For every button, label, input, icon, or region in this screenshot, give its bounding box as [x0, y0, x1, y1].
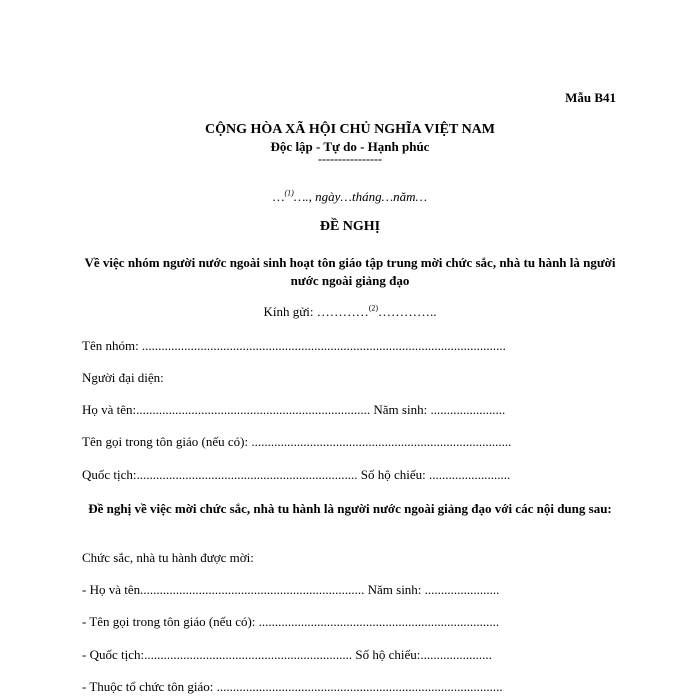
representative-nationality-field: Quốc tịch:.................................................................... Số hộ chiếu: ......................... [82, 467, 511, 482]
date-footnote-marker: (1) [284, 188, 294, 198]
date-line-prefix: … [272, 189, 285, 204]
national-motto: Độc lập - Tự do - Hạnh phúc [270, 139, 430, 154]
recipient-line [0, 304, 700, 320]
date-line [0, 189, 700, 205]
document-subject: Về việc nhóm người nước ngoài sinh hoạt tôn giáo tập trung mời chức sắc, nhà tu hành là người nước ngoài giảng đạo [84, 255, 616, 288]
recipient-footnote-marker: (2) [368, 303, 379, 313]
invited-heading: Chức sắc, nhà tu hành được mời: [82, 550, 254, 565]
form-code: Mẫu B41 [565, 90, 616, 105]
document-title: ĐỀ NGHỊ [319, 219, 381, 234]
invited-religious-name-field: - Tên gọi trong tôn giáo (nếu có): .......................................................................... [82, 614, 500, 629]
date-line-suffix: …., ngày…tháng…năm… [293, 189, 428, 204]
national-title: CỘNG HÒA XÃ HỘI CHỦ NGHĨA VIỆT NAM [204, 122, 495, 137]
representative-name-field: Họ và tên:........................................................................ Năm sinh: ....................... [82, 402, 506, 417]
representative-label: Người đại diện: [82, 370, 164, 385]
representative-religious-name-field: Tên gọi trong tôn giáo (nếu có): ................................................................................ [82, 434, 512, 449]
recipient-suffix: ………….. [378, 304, 437, 319]
invited-name-field: - Họ và tên..................................................................... Năm sinh: ....................... [82, 582, 500, 597]
recipient-prefix: Kính gửi: ………… [263, 304, 369, 319]
invited-organization-field: - Thuộc tổ chức tôn giáo: ........................................................................................ [82, 679, 503, 694]
group-name-field: Tên nhóm: ................................................................................................................ [82, 338, 506, 353]
header-rule: ---------------- [318, 152, 382, 166]
section-title: Đề nghị về việc mời chức sắc, nhà tu hành là người nước ngoài giảng đạo với các nội dung sau: [88, 501, 612, 516]
invited-nationality-field: - Quốc tịch:................................................................ Số hộ chiếu:...................... [82, 647, 492, 662]
